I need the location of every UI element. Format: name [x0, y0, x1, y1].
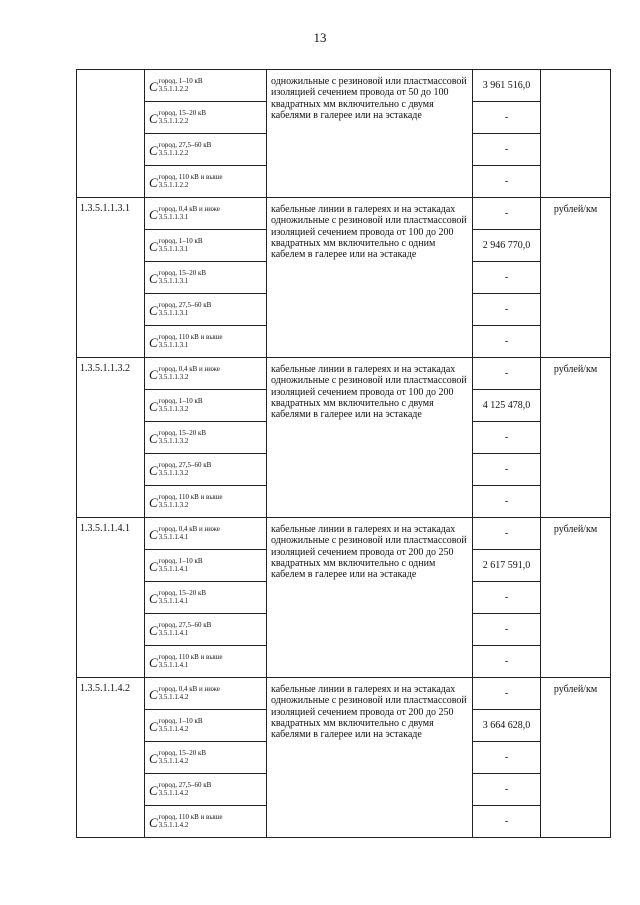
c-symbol: C [149, 495, 158, 510]
c-symbol: C [149, 559, 158, 574]
rate-value: 2 617 591,0 [473, 550, 541, 582]
row-code: 1.3.5.1.1.3.2 [77, 358, 145, 518]
row-description: кабельные линии в галереях и на эстакадах одножильные с резиновой или пластмассовой изоляцией сечением провода от 200 до 250 квадратных мм включительно с одним кабелем в галерее или на эстакаде [267, 518, 473, 678]
rate-index-subscript: 3.5.1.1.3.2 [158, 501, 189, 509]
rate-value: - [473, 422, 541, 454]
row-code: 1.3.5.1.1.4.2 [77, 678, 145, 838]
voltage-superscript: город, 1–10 кВ [158, 77, 203, 85]
c-symbol: C [149, 527, 158, 542]
row-unit: рублей/км [541, 518, 611, 678]
row-unit: рублей/км [541, 678, 611, 838]
table-row [77, 198, 611, 230]
voltage-superscript: город, 110 кВ и выше [158, 173, 223, 181]
rate-symbol [145, 806, 267, 838]
rate-value: - [473, 518, 541, 550]
rate-index-subscript: 3.5.1.1.3.2 [158, 373, 189, 381]
rate-value: - [473, 134, 541, 166]
rate-value: - [473, 198, 541, 230]
rate-value: 3 664 628,0 [473, 710, 541, 742]
rate-value: - [473, 806, 541, 838]
voltage-superscript: город, 1–10 кВ [158, 237, 203, 245]
rate-symbol [145, 134, 267, 166]
row-description: кабельные линии в галереях и на эстакадах одножильные с резиновой или пластмассовой изоляцией сечением провода от 200 до 250 квадратных мм включительно с двумя кабелями в галерее или на эстакаде [267, 678, 473, 838]
rate-value: - [473, 678, 541, 710]
c-symbol: C [149, 271, 158, 286]
rate-index-subscript: 3.5.1.1.4.2 [158, 757, 189, 765]
c-symbol: C [149, 783, 158, 798]
row-code: 1.3.5.1.1.3.1 [77, 198, 145, 358]
rate-index-subscript: 3.5.1.1.2.2 [158, 85, 189, 93]
row-description: кабельные линии в галереях и на эстакадах одножильные с резиновой или пластмассовой изоляцией сечением провода от 100 до 200 квадратных мм включительно с одним кабелем в галерее или на эстакаде [267, 198, 473, 358]
rate-index-subscript: 3.5.1.1.4.1 [158, 533, 189, 541]
rate-symbol [145, 486, 267, 518]
rate-symbol [145, 582, 267, 614]
table-row [77, 678, 611, 710]
voltage-superscript: город, 27,5–60 кВ [158, 461, 212, 469]
voltage-superscript: город, 27,5–60 кВ [158, 141, 212, 149]
rate-symbol [145, 710, 267, 742]
rate-value: - [473, 742, 541, 774]
rate-value: - [473, 294, 541, 326]
rate-symbol [145, 326, 267, 358]
rate-symbol [145, 358, 267, 390]
c-symbol: C [149, 655, 158, 670]
c-symbol: C [149, 463, 158, 478]
rate-value: 4 125 478,0 [473, 390, 541, 422]
c-symbol: C [149, 815, 158, 830]
rate-value: - [473, 774, 541, 806]
rate-symbol [145, 390, 267, 422]
c-symbol: C [149, 143, 158, 158]
rate-symbol [145, 774, 267, 806]
rate-value: 2 946 770,0 [473, 230, 541, 262]
c-symbol: C [149, 207, 158, 222]
voltage-superscript: город, 0,4 кВ и ниже [158, 365, 220, 373]
rate-index-subscript: 3.5.1.1.3.2 [158, 405, 189, 413]
c-symbol: C [149, 239, 158, 254]
c-symbol: C [149, 303, 158, 318]
rate-index-subscript: 3.5.1.1.4.2 [158, 693, 189, 701]
voltage-superscript: город, 27,5–60 кВ [158, 781, 212, 789]
page-number: 13 [313, 30, 327, 45]
voltage-superscript: город, 15–20 кВ [158, 429, 207, 437]
rate-symbol [145, 646, 267, 678]
rate-symbol [145, 230, 267, 262]
rate-index-subscript: 3.5.1.1.3.2 [158, 437, 189, 445]
voltage-superscript: город, 15–20 кВ [158, 109, 207, 117]
c-symbol: C [149, 175, 158, 190]
voltage-superscript: город, 0,4 кВ и ниже [158, 525, 220, 533]
rate-symbol [145, 294, 267, 326]
rate-symbol [145, 454, 267, 486]
rate-index-subscript: 3.5.1.1.3.1 [158, 341, 189, 349]
rate-value: - [473, 614, 541, 646]
rate-index-subscript: 3.5.1.1.4.1 [158, 597, 189, 605]
rate-index-subscript: 3.5.1.1.4.2 [158, 789, 189, 797]
tariff-table [76, 69, 611, 838]
rate-index-subscript: 3.5.1.1.3.2 [158, 469, 189, 477]
rate-index-subscript: 3.5.1.1.2.2 [158, 149, 189, 157]
rate-symbol [145, 550, 267, 582]
table-row [77, 358, 611, 390]
voltage-superscript: город, 110 кВ и выше [158, 493, 223, 501]
rate-index-subscript: 3.5.1.1.4.1 [158, 629, 189, 637]
voltage-superscript: город, 15–20 кВ [158, 269, 207, 277]
rate-index-subscript: 3.5.1.1.3.1 [158, 309, 189, 317]
rate-symbol [145, 614, 267, 646]
rate-value: 3 961 516,0 [473, 70, 541, 102]
voltage-superscript: город, 27,5–60 кВ [158, 301, 212, 309]
rate-index-subscript: 3.5.1.1.3.1 [158, 277, 189, 285]
rate-symbol [145, 422, 267, 454]
rate-index-subscript: 3.5.1.1.2.2 [158, 117, 189, 125]
rate-index-subscript: 3.5.1.1.4.1 [158, 661, 189, 669]
c-symbol: C [149, 367, 158, 382]
voltage-superscript: город, 1–10 кВ [158, 557, 203, 565]
rate-value: - [473, 646, 541, 678]
c-symbol: C [149, 591, 158, 606]
c-symbol: C [149, 687, 158, 702]
rate-symbol [145, 166, 267, 198]
rate-symbol [145, 678, 267, 710]
row-unit [541, 70, 611, 198]
rate-index-subscript: 3.5.1.1.3.1 [158, 245, 189, 253]
rate-index-subscript: 3.5.1.1.3.1 [158, 213, 189, 221]
row-code: 1.3.5.1.1.4.1 [77, 518, 145, 678]
rate-index-subscript: 3.5.1.1.4.1 [158, 565, 189, 573]
rate-symbol [145, 102, 267, 134]
voltage-superscript: город, 110 кВ и выше [158, 333, 223, 341]
c-symbol: C [149, 431, 158, 446]
voltage-superscript: город, 110 кВ и выше [158, 813, 223, 821]
c-symbol: C [149, 79, 158, 94]
c-symbol: C [149, 623, 158, 638]
row-description: одножильные с резиновой или пластмассовой изоляцией сечением провода от 50 до 100 квадратных мм включительно с двумя кабелями в галерее или на эстакаде [267, 70, 473, 198]
voltage-superscript: город, 0,4 кВ и ниже [158, 685, 220, 693]
rate-value: - [473, 102, 541, 134]
voltage-superscript: город, 110 кВ и выше [158, 653, 223, 661]
voltage-superscript: город, 1–10 кВ [158, 717, 203, 725]
c-symbol: C [149, 399, 158, 414]
rate-symbol [145, 198, 267, 230]
rate-symbol [145, 518, 267, 550]
c-symbol: C [149, 335, 158, 350]
table-row [77, 70, 611, 102]
rate-symbol [145, 262, 267, 294]
rate-value: - [473, 166, 541, 198]
voltage-superscript: город, 0,4 кВ и ниже [158, 205, 220, 213]
row-unit: рублей/км [541, 198, 611, 358]
voltage-superscript: город, 1–10 кВ [158, 397, 203, 405]
rate-symbol [145, 70, 267, 102]
rate-value: - [473, 486, 541, 518]
table-row [77, 518, 611, 550]
rate-value: - [473, 582, 541, 614]
row-code [77, 70, 145, 198]
row-description: кабельные линии в галереях и на эстакадах одножильные с резиновой или пластмассовой изоляцией сечением провода от 100 до 200 квадратных мм включительно с двумя кабелями в галерее или на эстакаде [267, 358, 473, 518]
c-symbol: C [149, 719, 158, 734]
row-unit: рублей/км [541, 358, 611, 518]
voltage-superscript: город, 15–20 кВ [158, 749, 207, 757]
rate-index-subscript: 3.5.1.1.4.2 [158, 821, 189, 829]
rate-value: - [473, 326, 541, 358]
rate-symbol [145, 742, 267, 774]
rate-value: - [473, 262, 541, 294]
voltage-superscript: город, 15–20 кВ [158, 589, 207, 597]
rate-index-subscript: 3.5.1.1.4.2 [158, 725, 189, 733]
rate-value: - [473, 358, 541, 390]
rate-value: - [473, 454, 541, 486]
rate-index-subscript: 3.5.1.1.2.2 [158, 181, 189, 189]
c-symbol: C [149, 751, 158, 766]
voltage-superscript: город, 27,5–60 кВ [158, 621, 212, 629]
c-symbol: C [149, 111, 158, 126]
